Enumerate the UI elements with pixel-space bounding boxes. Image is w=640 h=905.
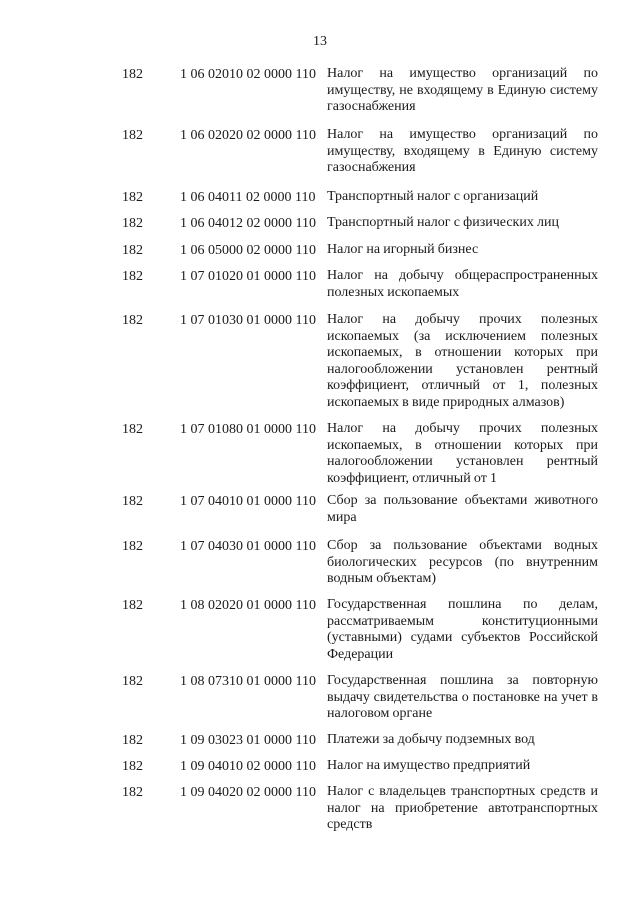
revenue-name: Налог с владельцев транспортных средств и налог на приобретение автотранспортных средств [327,784,598,832]
budget-code: 1 07 01030 01 0000 110 [180,313,316,328]
budget-code: 1 06 05000 02 0000 110 [180,243,316,258]
admin-code: 182 [122,243,143,258]
revenue-name: Транспортный налог с организаций [327,189,539,204]
admin-code: 182 [122,733,143,748]
revenue-name: Налог на добычу прочих полезных ископаемых, в отношении которых при налогообложении установлен рентный коэффициент, отличный от 1 [327,421,598,486]
admin-code: 182 [122,494,143,509]
revenue-name: Государственная пошлина за повторную выдачу свидетельства о постановке на учет в налоговом органе [327,673,598,721]
budget-code: 1 09 04020 02 0000 110 [180,785,316,800]
admin-code: 182 [122,598,143,613]
admin-code: 182 [122,785,143,800]
revenue-name: Налог на имущество организаций по имуществу, входящему в Единую систему газоснабжения [327,127,598,175]
revenue-name: Налог на имущество предприятий [327,758,531,773]
admin-code: 182 [122,422,143,437]
revenue-name: Налог на имущество организаций по имуществу, не входящему в Единую систему газоснабжения [327,66,598,114]
admin-code: 182 [122,674,143,689]
budget-code: 1 09 04010 02 0000 110 [180,759,316,774]
admin-code: 182 [122,759,143,774]
revenue-name: Налог на игорный бизнес [327,242,479,257]
budget-code: 1 06 02010 02 0000 110 [180,67,316,82]
budget-code: 1 07 04010 01 0000 110 [180,494,316,509]
admin-code: 182 [122,128,143,143]
admin-code: 182 [122,269,143,284]
admin-code: 182 [122,216,143,231]
admin-code: 182 [122,313,143,328]
revenue-name: Налог на добычу общераспространенных полезных ископаемых [327,268,598,300]
budget-code: 1 08 02020 01 0000 110 [180,598,316,613]
revenue-name: Налог на добычу прочих полезных ископаемых (за исключением полезных ископаемых, в отношении которых при налогообложении установлен рентный коэффициент, отличный от 1, полезных ископаемых в виде природных алмазов) [327,312,598,410]
revenue-name: Транспортный налог с физических лиц [327,215,559,230]
revenue-name: Сбор за пользование объектами животного мира [327,493,598,525]
budget-code: 1 06 04012 02 0000 110 [180,216,316,231]
revenue-name: Платежи за добычу подземных вод [327,732,535,747]
admin-code: 182 [122,539,143,554]
admin-code: 182 [122,190,143,205]
budget-code: 1 07 01020 01 0000 110 [180,269,316,284]
admin-code: 182 [122,67,143,82]
revenue-name: Сбор за пользование объектами водных биологических ресурсов (по внутренним водным объектам) [327,538,598,586]
budget-code: 1 09 03023 01 0000 110 [180,733,316,748]
budget-code: 1 08 07310 01 0000 110 [180,674,316,689]
budget-code: 1 07 01080 01 0000 110 [180,422,316,437]
revenue-name: Государственная пошлина по делам, рассматриваемым конституционными (уставными) судами субъектов Российской Федерации [327,597,598,662]
budget-code: 1 06 04011 02 0000 110 [180,190,316,205]
budget-code: 1 06 02020 02 0000 110 [180,128,316,143]
page-number: 13 [313,34,327,49]
budget-code: 1 07 04030 01 0000 110 [180,539,316,554]
